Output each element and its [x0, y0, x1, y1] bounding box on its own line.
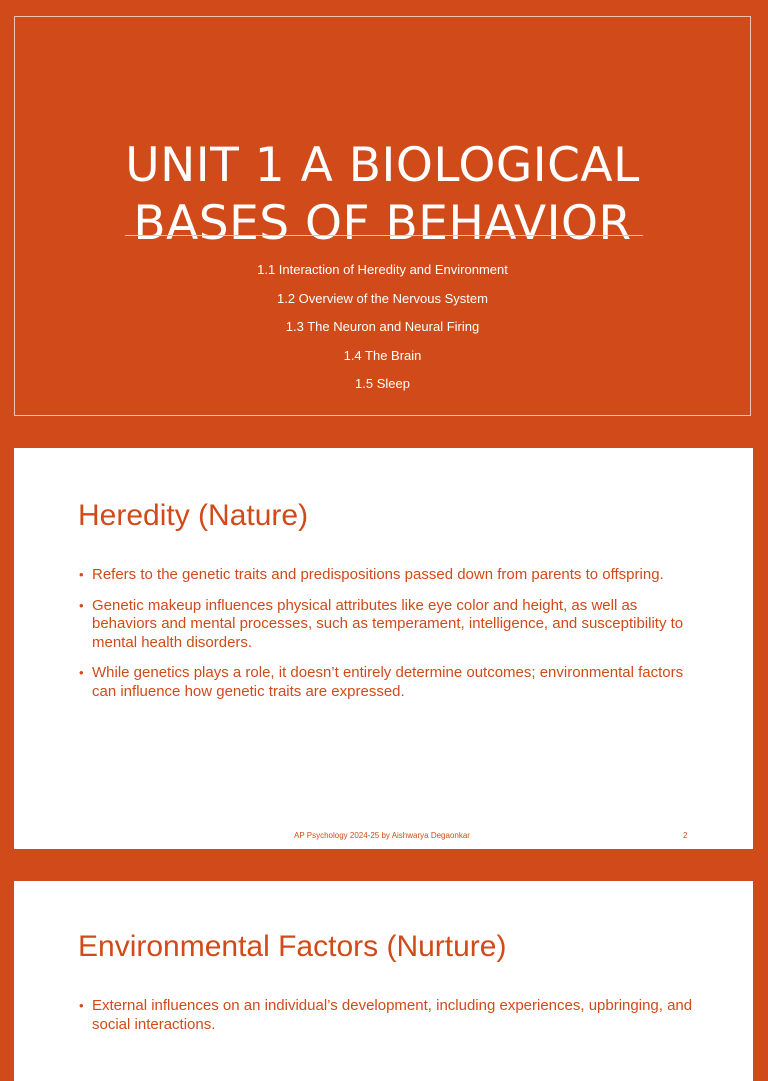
bullet-dot-icon: •: [79, 597, 84, 613]
topic-item: 1.5 Sleep: [355, 376, 410, 392]
slide-title-line-1: UNIT 1 A BIOLOGICAL: [125, 138, 640, 193]
topic-item: 1.1 Interaction of Heredity and Environment: [257, 262, 508, 277]
slide-heading: Environmental Factors (Nurture): [78, 930, 507, 963]
topic-list: [15, 260, 750, 403]
topic-item: 1.3 The Neuron and Neural Firing: [285, 319, 480, 335]
bullet-dot-icon: •: [79, 567, 84, 582]
heredity-slide: [14, 448, 753, 849]
bullet-list: [78, 566, 698, 713]
bullet-item: [78, 664, 698, 701]
bullet-text: While genetics plays a role, it doesn’t entirely determine outcomes; environmental factors can influence how genetic traits are expressed.: [92, 664, 684, 700]
environment-slide: [14, 881, 753, 1081]
title-underline: [125, 235, 643, 236]
slide-title-line-2: BASES OF BEHAVIOR: [133, 196, 632, 251]
bullet-item: [78, 997, 698, 1034]
title-slide: [14, 16, 751, 416]
topic-item: 1.4 The Brain: [343, 347, 422, 363]
bullet-item: [78, 566, 698, 585]
bullet-text: Refers to the genetic traits and predispositions passed down from parents to offspring.: [92, 566, 664, 583]
bullet-text: Genetic makeup influences physical attributes like eye color and height, as well as behaviors and mental processes, such as temperament, intelligence, and susceptibility to mental health disorders.: [92, 596, 684, 651]
bullet-dot-icon: •: [79, 665, 84, 680]
topic-item: 1.2 Overview of the Nervous System: [277, 290, 488, 306]
bullet-dot-icon: •: [79, 998, 84, 1013]
slide-footer: AP Psychology 2024-25 by Aishwarya Degaonkar: [294, 831, 470, 840]
bullet-list: [78, 997, 698, 1046]
slide-heading: Heredity (Nature): [78, 499, 309, 532]
page-number: 2: [683, 831, 688, 840]
bullet-item: [78, 597, 698, 653]
bullet-text: External influences on an individual’s development, including experiences, upbringing, and social interactions.: [92, 997, 693, 1033]
